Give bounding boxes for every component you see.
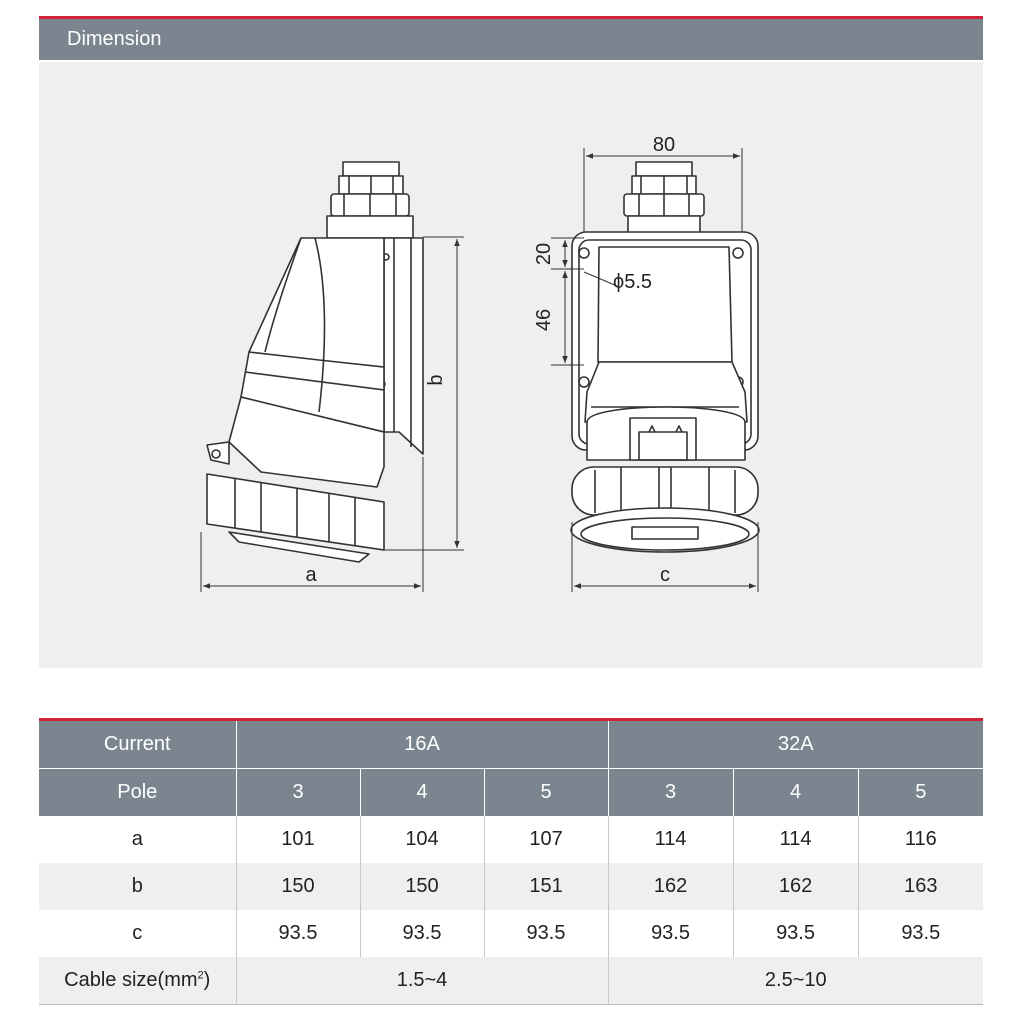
dimension-svg <box>39 62 983 668</box>
table-cell: 101 <box>236 816 360 863</box>
table-header-row-current <box>39 720 983 769</box>
pole-cell: 3 <box>608 769 733 817</box>
header-pole: Pole <box>39 769 236 817</box>
row-label: c <box>39 910 236 957</box>
dim-label-a: a <box>305 564 317 586</box>
table-cell: 93.5 <box>901 922 941 944</box>
row-label-cable <box>39 957 236 1005</box>
table-row <box>39 910 983 957</box>
front-view-socket <box>571 162 759 552</box>
cable-label-sup: 2 <box>197 969 204 982</box>
table-row <box>39 816 983 863</box>
section-header <box>39 16 983 60</box>
table-row-cable <box>39 957 983 1005</box>
cable-label-end: ) <box>203 969 211 991</box>
spec-table <box>39 718 983 1005</box>
pole-cell: 3 <box>236 769 360 817</box>
dim-label-c: c <box>660 564 670 586</box>
table-cell: 150 <box>236 863 360 910</box>
side-view-socket <box>207 162 423 562</box>
table-row <box>39 863 983 910</box>
table-header-row-pole <box>39 769 983 817</box>
section-title: Dimension <box>67 28 162 50</box>
header-16a: 16A <box>236 720 608 769</box>
dim-label-46: 46 <box>533 308 555 332</box>
dim-label-hole: ϕ5.5 <box>613 271 653 293</box>
pole-cell: 5 <box>484 769 608 817</box>
pole-cell: 5 <box>858 769 983 817</box>
table-cell: 150 <box>360 863 484 910</box>
row-label: b <box>39 863 236 910</box>
dimension-drawing <box>39 62 983 668</box>
table-cell: 162 <box>733 863 858 910</box>
table-cell: 93.5 <box>360 910 484 957</box>
table-cell: 93.5 <box>733 910 858 957</box>
cable-size-32a: 2.5~10 <box>608 957 983 1005</box>
dim-label-20: 20 <box>533 242 555 266</box>
table-cell: 114 <box>733 816 858 863</box>
table-cell: 93.5 <box>608 910 733 957</box>
cable-size-16a: 1.5~4 <box>236 957 608 1005</box>
table-cell: 163 <box>858 863 983 910</box>
pole-cell: 4 <box>360 769 484 817</box>
pole-cell: 4 <box>733 769 858 817</box>
table-cell: 107 <box>484 816 608 863</box>
table-cell: 114 <box>608 816 733 863</box>
cable-label: Cable size(mm <box>64 969 198 991</box>
header-32a: 32A <box>608 720 983 769</box>
table-cell: 93.5 <box>236 910 360 957</box>
table-cell: 93.5 <box>484 910 608 957</box>
table-cell: 104 <box>360 816 484 863</box>
row-label: a <box>39 816 236 863</box>
table-cell: 151 <box>484 863 608 910</box>
dim-label-80: 80 <box>652 134 676 156</box>
table-cell: 162 <box>608 863 733 910</box>
table-cell: 116 <box>904 828 937 850</box>
dim-label-b: b <box>425 374 447 386</box>
header-current: Current <box>39 720 236 769</box>
